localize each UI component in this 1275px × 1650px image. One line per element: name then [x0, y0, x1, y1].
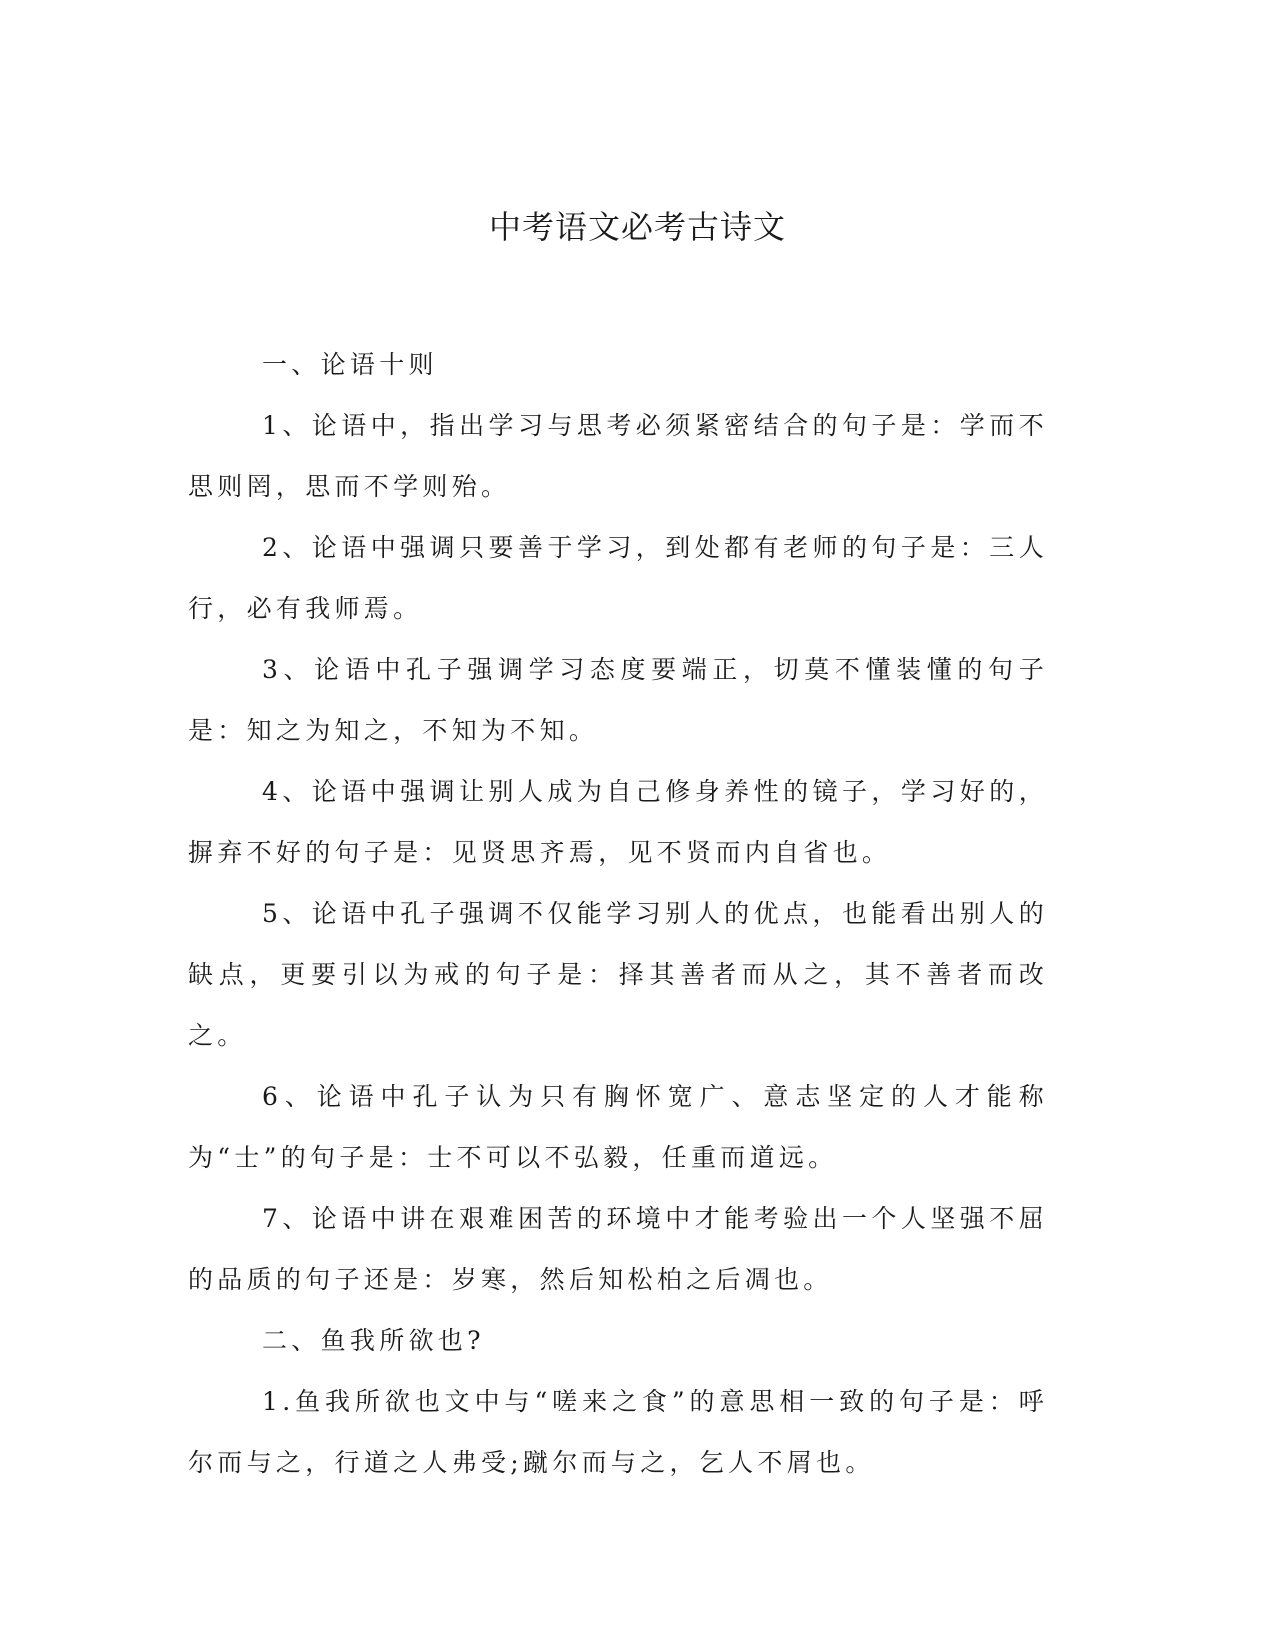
paragraph-item-1: 1、论语中，指出学习与思考必须紧密结合的句子是：学而不思则罔，思而不学则殆。: [188, 411, 1048, 501]
paragraph-item-2: 2、论语中强调只要善于学习，到处都有老师的句子是：三人行，必有我师焉。: [188, 533, 1048, 623]
document-body: [188, 334, 1048, 1493]
paragraph-item-7: 7、论语中讲在艰难困苦的环境中才能考验出一个人坚强不屈的品质的句子还是：岁寒，然后知松柏之后凋也。: [188, 1204, 1048, 1294]
paragraph-item-4: 4、论语中强调让别人成为自己修身养性的镜子，学习好的，摒弃不好的句子是：见贤思齐焉，见不贤而内自省也。: [188, 777, 1048, 867]
paragraph-item-3: 3、论语中孔子强调学习态度要端正，切莫不懂装懂的句子是：知之为知之，不知为不知。: [188, 655, 1048, 745]
document-title: 中考语文必考古诗文: [488, 208, 786, 246]
paragraph-item-5: 5、论语中孔子强调不仅能学习别人的优点，也能看出别人的缺点，更要引以为戒的句子是：择其善者而从之，其不善者而改之。: [188, 899, 1048, 1050]
paragraph-fish-item-1: 1.鱼我所欲也文中与“嗟来之食”的意思相一致的句子是：呼尔而与之，行道之人弗受;蹴尔而与之，乞人不屑也。: [188, 1387, 1048, 1477]
section-heading-fish: 二、鱼我所欲也?: [262, 1326, 485, 1355]
section-heading-analects: 一、论语十则: [262, 350, 438, 379]
paragraph-item-6: 6、论语中孔子认为只有胸怀宽广、意志坚定的人才能称为“士”的句子是：士不可以不弘毅，任重而道远。: [188, 1082, 1048, 1172]
